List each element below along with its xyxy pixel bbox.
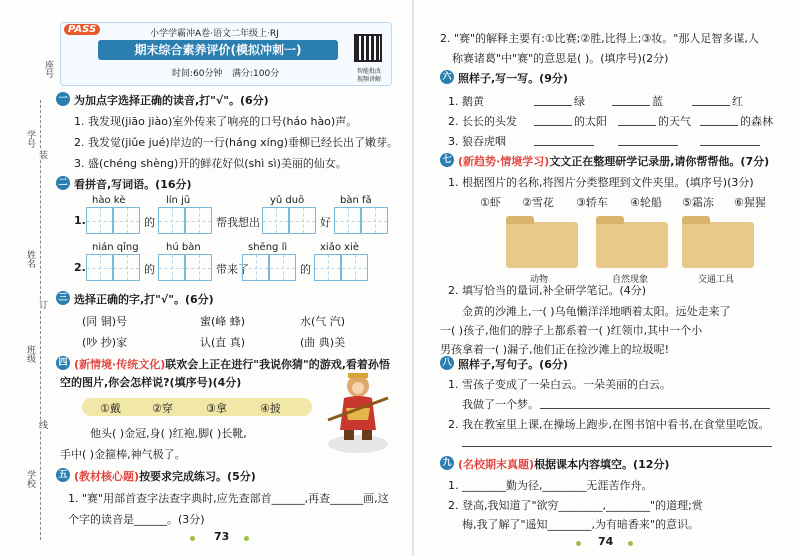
section-tag: (名校期末真题): [458, 458, 535, 471]
choice[interactable]: (同 铜)号: [82, 315, 128, 328]
section-number: 七: [440, 153, 454, 167]
writing-box[interactable]: [86, 254, 113, 281]
item: ③轿车: [576, 196, 608, 209]
writing-box[interactable]: [113, 207, 140, 234]
folder-icon[interactable]: [682, 222, 754, 268]
question-line: 一( )孩子,他们的脖子上都系着一( )红领巾,其中一个小: [440, 324, 703, 337]
writing-box[interactable]: [262, 207, 289, 234]
option: ①戴: [100, 402, 121, 415]
choice[interactable]: 蜜(峰 蜂): [200, 315, 246, 328]
footer-leaf-icon: [244, 536, 249, 541]
blank-line[interactable]: [692, 105, 730, 106]
section-title: 根据课本内容填空。(12分): [534, 458, 670, 471]
item: ②雪花: [522, 196, 554, 209]
section-number: 五: [56, 468, 70, 482]
writing-box[interactable]: [185, 207, 212, 234]
section-title: 为加点字选择正确的读音,打"√"。(6分): [74, 94, 269, 107]
blank-line[interactable]: [534, 145, 594, 146]
writing-box[interactable]: [86, 207, 113, 234]
writing-box[interactable]: [158, 254, 185, 281]
section-tag: (教材核心题): [74, 470, 140, 483]
pinyin: hú bàn: [166, 242, 201, 253]
monkey-king-illustration: [322, 368, 394, 456]
item: ⑥猩猩: [734, 196, 766, 209]
qr-caption: 视频讲解: [357, 76, 382, 83]
section-title-row: [74, 468, 256, 484]
folder-label: 自然现象: [612, 275, 649, 285]
question-line: 他头( )金冠,身( )红袍,脚( )长靴,: [90, 427, 247, 440]
section-tag: (新趋势·情境学习): [458, 155, 550, 168]
binding-mark: 线: [37, 420, 47, 429]
question-line: 称赛诸葛"中"赛"的意思是( )。(填序号)(2分): [452, 52, 669, 65]
word-text: 的: [144, 263, 155, 276]
footer-leaf-icon: [628, 541, 633, 546]
section-number: 六: [440, 70, 454, 84]
word-text: 的森林: [740, 115, 773, 128]
question-line: 1. 根据图片的名称,将图片分类整理到文件夹里。(填序号)(3分): [448, 176, 754, 189]
writing-box[interactable]: [361, 207, 388, 234]
choice[interactable]: 水(气 汽): [300, 315, 346, 328]
folder-label: 交通工具: [698, 275, 735, 285]
section-number: 一: [56, 92, 70, 106]
section-title: 文文正在整理研学记录册,请你帮帮他。(7分): [549, 155, 770, 168]
page-title: 期末综合素养评价(模拟冲刺一): [98, 40, 338, 60]
section-number: 九: [440, 456, 454, 470]
seat-label: 座号: [43, 60, 53, 78]
pinyin: nián qīng: [92, 242, 139, 253]
blank-line[interactable]: [540, 408, 770, 409]
word-text: 的: [144, 216, 155, 229]
footer-leaf-icon: [576, 541, 581, 546]
item: ④轮船: [630, 196, 662, 209]
option: ④披: [260, 402, 281, 415]
option: ②穿: [152, 402, 173, 415]
page-number: 74: [598, 535, 614, 548]
binding-sidebar: [0, 0, 53, 556]
writing-box[interactable]: [334, 207, 361, 234]
row-label: 1.: [74, 214, 86, 227]
question-line: 梅,我了解了"遥知________,为有暗香来"的意识。: [462, 518, 700, 531]
blank-line[interactable]: [700, 145, 760, 146]
word-text: 好: [320, 216, 331, 229]
section-title: 照样子,写句子。(6分): [458, 358, 568, 371]
question-line: 我做了一个梦。: [462, 398, 539, 411]
choice[interactable]: (曲 典)美: [300, 336, 346, 349]
question-line: 男孩拿着一( )漏子,他们正在捡沙滩上的垃圾呢!: [440, 343, 669, 356]
word-text: 蓝: [652, 95, 663, 108]
word-text: 的太阳: [574, 115, 607, 128]
question-line: 2. 我发觉(jiǔe jué)岸边的一行(háng xíng)垂柳已经长出了嫩芽。: [74, 136, 398, 149]
page-number: 73: [214, 530, 230, 543]
question-line: 金黄的沙滩上,一( )乌龟懒洋洋地晒着太阳。远处走来了: [462, 305, 731, 318]
question-line: 1. ________勤为径,________无涯苦作舟。: [448, 479, 653, 492]
folder-label: 动物: [530, 275, 549, 285]
section-number: 四: [56, 356, 70, 370]
footer-leaf-icon: [190, 536, 195, 541]
word-text: 帮我想出: [216, 216, 260, 229]
blank-line[interactable]: [534, 125, 572, 126]
pinyin: hào kè: [92, 195, 126, 206]
question-line: 2. "赛"的解释主要有:①比赛;②胜,比得上;③妆。"那人足智多谋,人: [440, 32, 759, 45]
pinyin: shēng lì: [248, 242, 288, 253]
question-line: 1. 雪孩子变成了一朵白云。一朵美丽的白云。: [448, 378, 671, 391]
qr-caption: 智能批改: [357, 68, 382, 75]
binding-mark: 装: [37, 150, 47, 159]
row-label: 2.: [74, 261, 86, 274]
writing-box[interactable]: [269, 254, 296, 281]
word-text: 的: [300, 263, 311, 276]
question-line: 1. 我发现(jiāo jiào)室外传来了响亮的口号(háo hào)声。: [74, 115, 358, 128]
section-title: 联欢会上正在进行"我说你猜"的游戏,看着孙悟: [165, 358, 390, 371]
folder-icon[interactable]: [596, 222, 668, 268]
question-line: 2. 填写恰当的量词,补全研学笔记。(4分): [448, 284, 647, 297]
folder-icon[interactable]: [506, 222, 578, 268]
example-text: 3. 狼吞虎咽: [448, 135, 506, 148]
item: ⑤霜冻: [682, 196, 714, 209]
word-text: 的天气: [658, 115, 691, 128]
question-line: 3. 盛(chéng shèng)开的鲜花好似(shì sì)美丽的仙女。: [74, 157, 347, 170]
brand-logo: PASS: [64, 24, 100, 35]
section-title: 选择正确的字,打"√"。(6分): [74, 293, 214, 306]
pinyin: xiǎo xiè: [320, 242, 359, 253]
question-line: 2. 我在教室里上课,在操场上跑步,在图书馆中看书,在食堂里吃饭。: [448, 418, 770, 431]
cut-line: [40, 100, 41, 540]
school-label: 学校: [25, 470, 35, 488]
choice[interactable]: (吵 抄)家: [82, 336, 128, 349]
writing-box[interactable]: [185, 254, 212, 281]
qr-code[interactable]: [354, 34, 382, 62]
writing-box[interactable]: [158, 207, 185, 234]
writing-box[interactable]: [341, 254, 368, 281]
pinyin: bàn fǎ: [340, 195, 372, 206]
example-text: 1. 鹅黄: [448, 95, 484, 108]
item: ①虾: [480, 196, 501, 209]
section-number: 三: [56, 291, 70, 305]
section-number: 二: [56, 176, 70, 190]
page-gutter: [412, 0, 414, 556]
question-line: 个字的读音是______。(3分): [68, 513, 205, 526]
name-label: 姓名: [25, 250, 35, 268]
section-title: 按要求完成练习。(5分): [139, 470, 256, 483]
question-line: 2. 登高,我知道了"欲穷________,________"的道理;赏: [448, 499, 703, 512]
section-title-row: [458, 456, 669, 472]
writing-box[interactable]: [113, 254, 140, 281]
full-score: 满分:100分: [232, 69, 280, 79]
word-text: 绿: [574, 95, 585, 108]
section-title: 照样子,写一写。(9分): [458, 72, 568, 85]
student-no-label: 学号: [25, 130, 35, 148]
time-limit: 时间:60分钟: [172, 69, 223, 79]
word-text: 红: [732, 95, 743, 108]
section-tag: (新情境·传统文化): [74, 358, 166, 371]
question-line: 1. "赛"用部首查字法查字典时,应先查部首______,再查______画,这: [68, 492, 389, 505]
section-title: 看拼音,写词语。(16分): [74, 178, 192, 191]
blank-line[interactable]: [700, 125, 738, 126]
choice[interactable]: 认(直 真): [200, 336, 246, 349]
blank-line[interactable]: [462, 446, 772, 447]
question-line: 手中( )金箍棒,神气极了。: [60, 448, 186, 461]
blank-line[interactable]: [618, 125, 656, 126]
blank-line[interactable]: [618, 145, 678, 146]
pinyin: lín jū: [166, 195, 191, 206]
writing-box[interactable]: [289, 207, 316, 234]
example-text: 2. 长长的头发: [448, 115, 517, 128]
section-title-row: [458, 153, 769, 169]
series-title: 小学学霸冲A卷·语文二年级上·RJ: [150, 29, 279, 39]
blank-line[interactable]: [612, 105, 650, 106]
word-text: 带来了: [216, 263, 249, 276]
option: ③拿: [206, 402, 227, 415]
section-title: 空的图片,你会怎样说?(填序号)(4分): [60, 376, 242, 389]
writing-box[interactable]: [314, 254, 341, 281]
binding-mark: 订: [37, 300, 47, 309]
writing-box[interactable]: [242, 254, 269, 281]
class-label: 班级: [25, 345, 35, 363]
blank-line[interactable]: [534, 105, 572, 106]
pinyin: yǔ duō: [270, 195, 305, 206]
section-number: 八: [440, 356, 454, 370]
